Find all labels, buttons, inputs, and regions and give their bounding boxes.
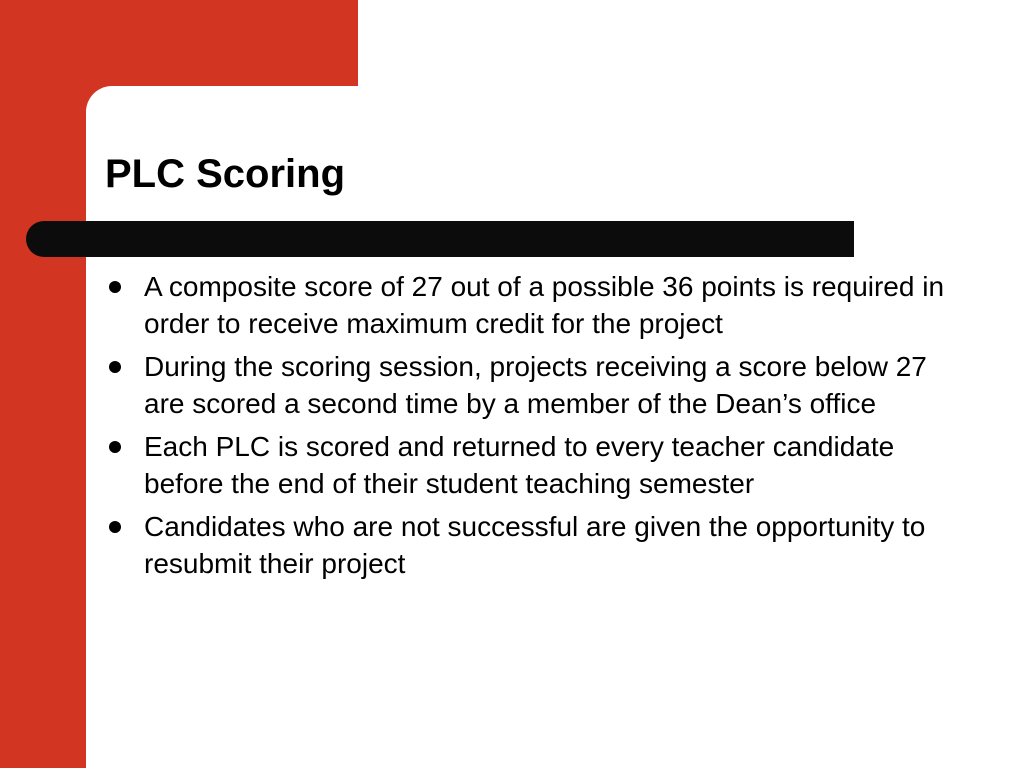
- bullet-item: [105, 428, 955, 502]
- bullet-dot-icon: [109, 281, 121, 293]
- bullet-text: Each PLC is scored and returned to every teacher candidate before the end of their student teaching semester: [144, 431, 895, 499]
- bullet-dot-icon: [109, 361, 121, 373]
- title-divider-bar: [26, 221, 854, 257]
- bullet-dot-icon: [109, 521, 121, 533]
- bullet-item: [105, 268, 955, 342]
- bullet-dot-icon: [109, 441, 121, 453]
- bullet-text: A composite score of 27 out of a possible 36 points is required in order to receive maximum credit for the project: [144, 271, 945, 339]
- bullet-list: [105, 268, 955, 588]
- bullet-item: [105, 348, 955, 422]
- bullet-text: During the scoring session, projects receiving a score below 27 are scored a second time by a member of the Dean’s office: [144, 351, 927, 419]
- bullet-item: [105, 508, 955, 582]
- bullet-text: Candidates who are not successful are given the opportunity to resubmit their project: [144, 511, 926, 579]
- slide-title: PLC Scoring: [105, 152, 346, 196]
